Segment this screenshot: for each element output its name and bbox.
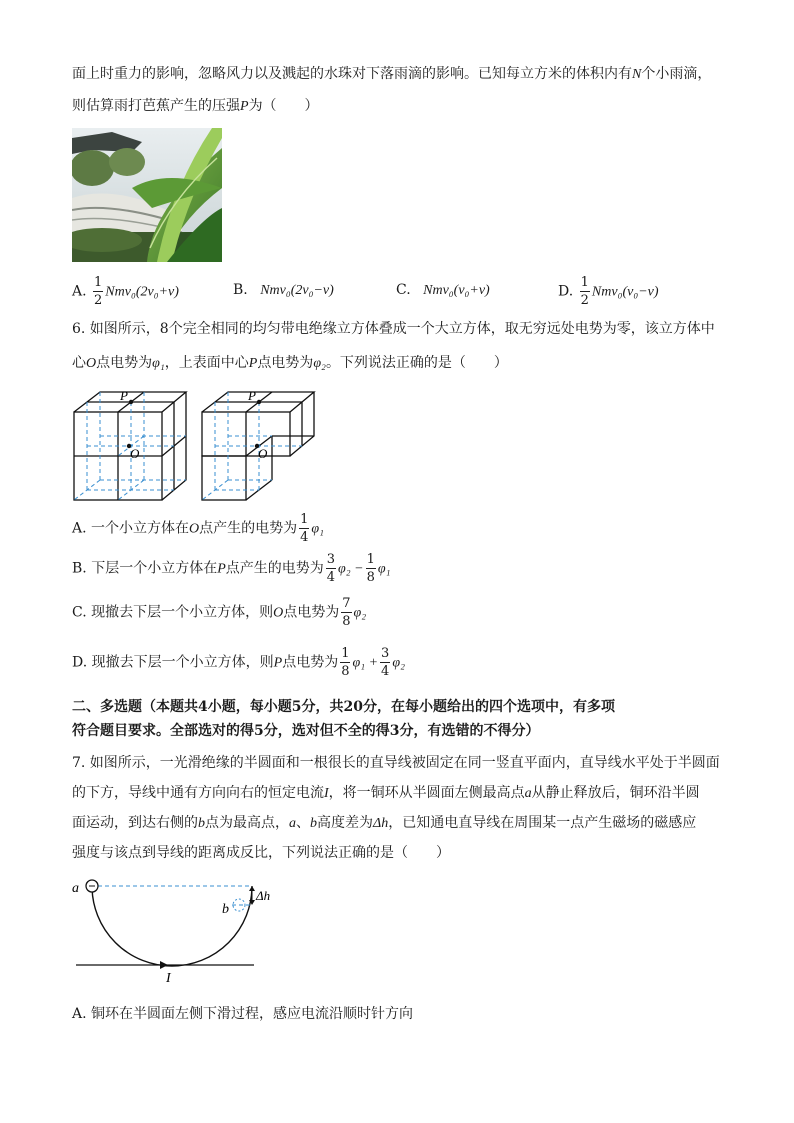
q7-option-a[interactable]: A. 铜环在半圆面左侧下滑过程，感应电流沿顺时针方向	[72, 1006, 414, 1022]
q5-stem-line1: 面上时重力的影响，忽略风力以及溅起的水珠对下落雨滴的影响。已知每立方米的体积内有N个小雨滴，	[72, 66, 712, 82]
q6-option-b[interactable]: B. 下层一个小立方体在P点产生的电势为 $\frac{3}{4}$ φ₂ − $\frac{1}{8}$ φ₁	[72, 552, 391, 585]
fraction: $\frac{1}{2}$	[580, 275, 589, 308]
partial-cube-stack	[202, 388, 314, 500]
q6-stem-line2: 心O点电势为φ₁，上表面中心P点电势为φ₂。下列说法正确的是（ ）	[72, 355, 508, 371]
q5-option-a[interactable]: A. $\frac{1}{2}$ Nmv₀(2v₀+v)	[72, 275, 179, 308]
q6-option-c[interactable]: C. 现撤去下层一个小立方体，则O点电势为 $\frac{7}{8}$ φ₂	[72, 596, 367, 629]
label-p: P	[248, 388, 256, 403]
fraction: $\frac{1}{8}$	[366, 552, 375, 585]
q7-stem-line1: 7. 如图所示，一光滑绝缘的半圆面和一根很长的直导线被固定在同一竖直平面内，直导线水平处于半圆面	[72, 755, 720, 771]
q5-stem-line2: 则估算雨打芭蕉产生的压强P为（ ）	[72, 98, 319, 114]
fraction: $\frac{7}{8}$	[342, 596, 351, 629]
banana-leaf-photo	[72, 128, 222, 262]
fraction: $\frac{1}{8}$	[341, 646, 350, 679]
fraction: $\frac{3}{4}$	[381, 646, 390, 679]
q5-option-b[interactable]: B. Nmv₀(2v₀−v)	[233, 282, 334, 298]
q7-stem-line3: 面运动，到达右侧的b点为最高点，a、b高度差为Δh，已知通电直导线在周围某一点产生磁场的磁感应	[72, 815, 697, 831]
label-delta-h: Δh	[256, 888, 271, 903]
label-current: I	[166, 971, 171, 984]
q6-option-a[interactable]: A. 一个小立方体在O点产生的电势为 $\frac{1}{4}$ φ₁	[72, 512, 325, 545]
q6-cube-figure	[70, 386, 330, 504]
q6-stem-line1: 6. 如图所示，8个完全相同的均匀带电绝缘立方体叠成一个大立方体，取无穷远处电势为零，该立方体中	[72, 321, 715, 337]
q5-option-d[interactable]: D. $\frac{1}{2}$ Nmv₀(v₀−v)	[558, 275, 659, 308]
section-heading-line2: 符合题目要求。全部选对的得5分，选对但不全的得3分，有选错的不得分）	[72, 723, 540, 739]
label-a: a	[72, 881, 79, 896]
label-b: b	[222, 902, 229, 917]
q7-stem-line2: 的下方，导线中通有方向向右的恒定电流I，将一铜环从半圆面左侧最高点a从静止释放后，铜环沿半圆	[72, 785, 700, 801]
section-heading-line1: 二、多选题（本题共4小题，每小题5分，共20分，在每小题给出的四个选项中，有多项	[72, 699, 615, 715]
label-o: O	[130, 446, 140, 461]
q7-semicircle-figure	[68, 872, 278, 984]
q5-option-c[interactable]: C. Nmv₀(v₀+v)	[396, 282, 490, 298]
fraction: $\frac{3}{4}$	[326, 552, 336, 585]
label-o: O	[258, 446, 268, 461]
fraction: $\frac{1}{2}$	[94, 275, 103, 308]
fraction: $\frac{1}{4}$	[300, 512, 309, 545]
q6-option-d[interactable]: D. 现撤去下层一个小立方体，则P点电势为 $\frac{1}{8}$ φ₁ + $\frac{3}{4}$ φ₂	[72, 646, 405, 679]
q7-stem-line4: 强度与该点到导线的距离成反比，下列说法正确的是（ ）	[72, 845, 450, 861]
label-p: P	[120, 388, 128, 403]
